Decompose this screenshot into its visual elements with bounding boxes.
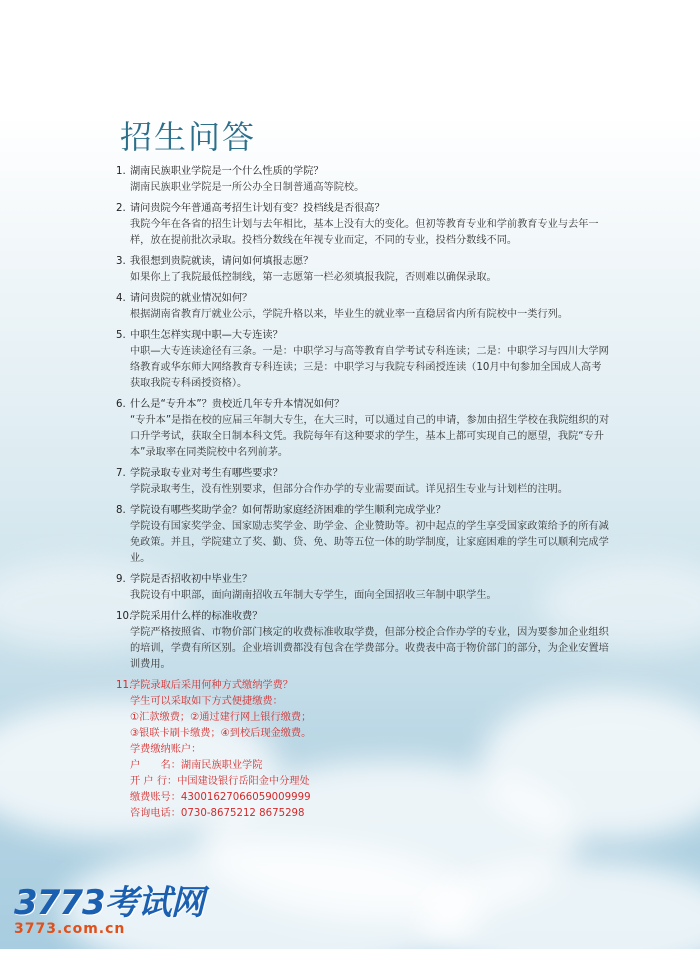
qa-item: [116, 164, 610, 196]
qa-item: [116, 466, 610, 498]
question-text: 我很想到贵院就读，请问如何填报志愿？: [130, 256, 314, 267]
qa-item: [116, 609, 610, 673]
payment-line: ③银联卡刷卡缴费；④到校后现金缴费。: [130, 728, 312, 739]
question-number: 11.: [116, 680, 133, 691]
qa-list: [116, 164, 610, 827]
question: [116, 609, 610, 625]
payment-line: 缴费账号：43001627066059009999: [130, 792, 311, 803]
qa-item: [116, 503, 610, 567]
question-number: 9.: [116, 574, 126, 585]
payment-line: ①汇款缴费；②通过建行网上银行缴费；: [130, 712, 312, 723]
question-number: 5.: [116, 330, 126, 341]
question-number: 10.: [116, 611, 133, 622]
payment-line: 户 名：湖南民族职业学院: [130, 760, 263, 771]
question-number: 3.: [116, 256, 126, 267]
qa-item: [116, 328, 610, 392]
answer-text: 我院设有中职部，面向湖南招收五年制大专学生，面向全国招收三年制中职学生。: [130, 590, 497, 601]
question-number: 4.: [116, 293, 126, 304]
page-title: 招生问答: [120, 118, 257, 156]
qa-item: [116, 254, 610, 286]
question: [116, 201, 610, 217]
question-text: 请问贵院的就业情况如何？: [130, 293, 253, 304]
question-number: 8.: [116, 505, 126, 516]
answer-text: 根据湖南省教育厅就业公示，学院升格以来，毕业生的就业率一直稳居省内所有院校中一类行列。: [130, 309, 569, 320]
answer-text: “专升本”是指在校的应届三年制大专生，在大三时，可以通过自己的申请，参加由招生学校在我院组织的对口升学考试，获取全日制本科文凭。我院每年有这种要求的学生，基本上都可实现自己的愿望，我院“专升本”录取率在同类院校中名列前茅。: [130, 415, 610, 458]
payment-line: 咨询电话：0730-8675212 8675298: [130, 808, 305, 819]
qa-item: [116, 291, 610, 323]
answer-text: 中职—大专连读途径有三条。一是：中职学习与高等教育自学考试专科连读；二是：中职学习与四川大学网络教育或华东师大网络教育专科连读；三是：中职学习与我院专科函授连读（10月中旬参加全国成人高考获取我院专科函授资格）。: [130, 346, 609, 389]
qa-item: [116, 572, 610, 604]
answer-text: 学院设有国家奖学金、国家励志奖学金、助学金、企业赞助等。初中起点的学生享受国家政策给予的所有减免政策。并且，学院建立了奖、勤、贷、免、助等五位一体的助学制度，让家庭困难的学生可以顺利完成学业。: [130, 521, 609, 564]
payment-line: 学生可以采取如下方式便捷缴费：: [130, 696, 283, 707]
answer-text: 我院今年在各省的招生计划与去年相比，基本上没有大的变化。但初等教育专业和学前教育专业与去年一样，放在提前批次录取。投档分数线在年视专业而定，不同的专业，投档分数线不同。: [130, 219, 599, 246]
question: [116, 572, 610, 588]
question-text: 中职生怎样实现中职—大专连读？: [130, 330, 283, 341]
qa-item: [116, 397, 610, 461]
watermark-logo: [14, 885, 204, 937]
question: [116, 254, 610, 270]
question: [116, 503, 610, 519]
answer-text: 湖南民族职业学院是一所公办全日制普通高等院校。: [130, 182, 365, 193]
question-text: 湖南民族职业学院是一个什么性质的学院？: [130, 166, 324, 177]
question-number: 6.: [116, 399, 126, 410]
question: [116, 164, 610, 180]
watermark-url: 3773.com.cn: [14, 921, 126, 937]
question: [116, 466, 610, 482]
payment-line: 开 户 行：中国建设银行岳阳金中分理处: [130, 776, 310, 787]
answer-text: 学院严格按照省、市物价部门核定的收费标准收取学费，但部分校企合作办学的专业，因为要参加企业组织的培训，学费有所区别。企业培训费都没有包含在学费部分。收费表中高于物价部门的部分，为企业安置培训费用。: [130, 627, 609, 670]
question-number: 2.: [116, 203, 126, 214]
question: [116, 328, 610, 344]
question: [116, 291, 610, 307]
question-number: 1.: [116, 166, 126, 177]
question-text: 什么是“专升本”？贵校近几年专升本情况如何？: [130, 399, 345, 410]
question-text: 请问贵院今年普通高考招生计划有变？投档线是否很高？: [130, 203, 385, 214]
question: [116, 678, 610, 694]
question-text: 学院录取后采用何种方式缴纳学费？: [130, 680, 293, 691]
question-text: 学院设有哪些奖助学金？如何帮助家庭经济困难的学生顺利完成学业？: [130, 505, 446, 516]
qa-item: [116, 201, 610, 249]
question-number: 7.: [116, 468, 126, 479]
question-text: 学院采用什么样的标准收费？: [130, 611, 263, 622]
answer-text: 如果你上了我院最低控制线，第一志愿第一栏必须填报我院，否则难以确保录取。: [130, 272, 497, 283]
question: [116, 397, 610, 413]
qa-item: [116, 678, 610, 822]
payment-line: 学费缴纳账户：: [130, 744, 202, 755]
watermark-logo-text: 3773考试网: [14, 883, 204, 923]
question-text: 学院是否招收初中毕业生？: [130, 574, 253, 585]
answer-text: 学院录取考生，没有性别要求，但部分合作办学的专业需要面试。详见招生专业与计划栏的注明。: [130, 484, 569, 495]
question-text: 学院录取专业对考生有哪些要求？: [130, 468, 283, 479]
